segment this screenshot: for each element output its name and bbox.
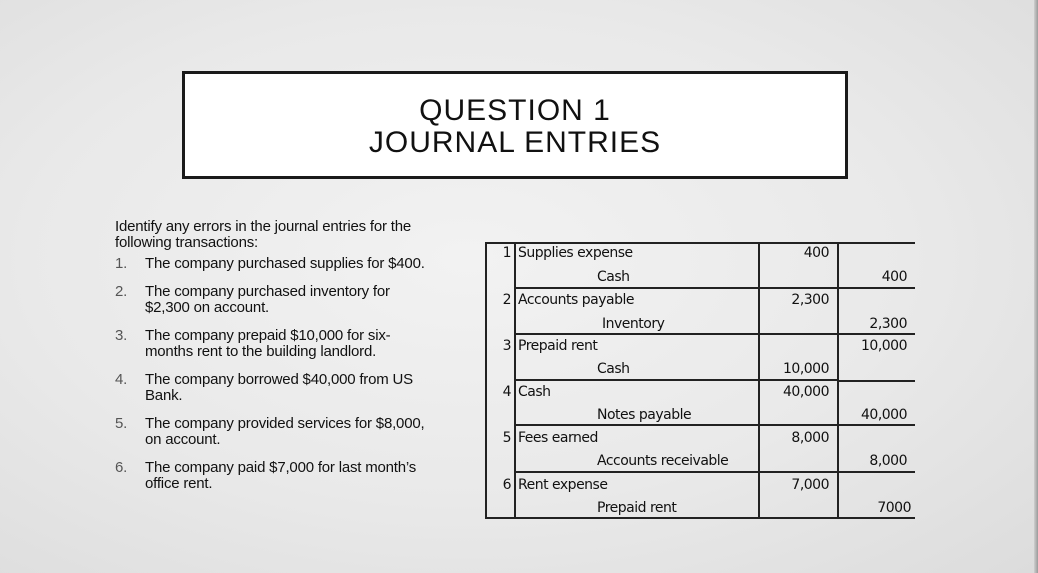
debit-account: Accounts payable	[518, 292, 634, 308]
transaction-item	[115, 256, 435, 272]
row-divider	[514, 379, 837, 381]
debit-amount: 10,000	[783, 361, 829, 377]
transaction-number: 5.	[115, 415, 128, 432]
transaction-item	[115, 328, 435, 360]
credit-amount: 10,000	[861, 338, 907, 354]
transaction-text: The company paid $7,000 for last month’s office rent.	[145, 459, 417, 492]
credit-account: Prepaid rent	[597, 500, 677, 516]
transaction-text: The company purchased inventory for $2,300 on account.	[145, 283, 390, 316]
transaction-number: 4.	[115, 371, 128, 388]
transaction-number: 1.	[115, 255, 128, 272]
debit-account: Supplies expense	[518, 245, 633, 261]
slide-edge	[1034, 0, 1038, 573]
transaction-text: The company borrowed $40,000 from US Bank.	[145, 371, 413, 404]
row-divider	[514, 287, 915, 289]
debit-account: Prepaid rent	[518, 338, 598, 354]
instructions-intro: Identify any errors in the journal entries for the following transactions:	[115, 218, 411, 251]
credit-account: Accounts receivable	[597, 453, 729, 469]
credit-amount: 400	[881, 269, 907, 285]
entry-number: 1	[502, 245, 511, 261]
row-divider	[514, 333, 915, 335]
transaction-text: The company prepaid $10,000 for six-months rent to the building landlord.	[145, 327, 391, 360]
row-divider	[514, 471, 915, 473]
column-divider	[514, 242, 516, 519]
credit-amount: 2,300	[869, 316, 907, 332]
debit-amount: 40,000	[783, 384, 829, 400]
transaction-text: The company purchased supplies for $400.	[145, 255, 425, 272]
row-divider	[514, 424, 915, 426]
transaction-number: 6.	[115, 459, 128, 476]
table-border-top	[485, 242, 915, 244]
debit-amount: 2,300	[791, 292, 829, 308]
table-border-left	[485, 242, 487, 519]
debit-account: Fees earned	[518, 430, 598, 446]
column-divider	[758, 242, 760, 519]
debit-amount: 400	[803, 245, 829, 261]
debit-amount: 8,000	[791, 430, 829, 446]
credit-account: Notes payable	[597, 407, 692, 423]
entry-number: 5	[502, 430, 511, 446]
credit-amount: 8,000	[869, 453, 907, 469]
transaction-item	[115, 372, 435, 404]
credit-amount: 7000	[877, 500, 911, 516]
entry-number: 4	[502, 384, 511, 400]
transaction-number: 3.	[115, 327, 128, 344]
transaction-item	[115, 416, 435, 448]
entry-number: 6	[502, 477, 511, 493]
instructions	[115, 219, 435, 504]
transaction-number: 2.	[115, 283, 128, 300]
section-title: JOURNAL ENTRIES	[368, 126, 662, 159]
transaction-item	[115, 460, 435, 492]
debit-account: Rent expense	[518, 477, 608, 493]
credit-account: Cash	[597, 361, 630, 377]
debit-amount: 7,000	[791, 477, 829, 493]
credit-amount: 40,000	[861, 407, 907, 423]
question-title: QUESTION 1	[419, 94, 611, 127]
row-divider	[837, 380, 915, 382]
entry-number: 2	[502, 292, 511, 308]
transaction-list	[115, 256, 435, 492]
debit-account: Cash	[518, 384, 551, 400]
credit-account: Inventory	[602, 316, 665, 332]
journal-table	[485, 242, 915, 519]
entry-number: 3	[502, 338, 511, 354]
credit-account: Cash	[597, 269, 630, 285]
transaction-text: The company provided services for $8,000, on account.	[145, 415, 425, 448]
title-box	[182, 71, 848, 179]
transaction-item	[115, 284, 435, 316]
table-border-bottom	[485, 517, 915, 519]
